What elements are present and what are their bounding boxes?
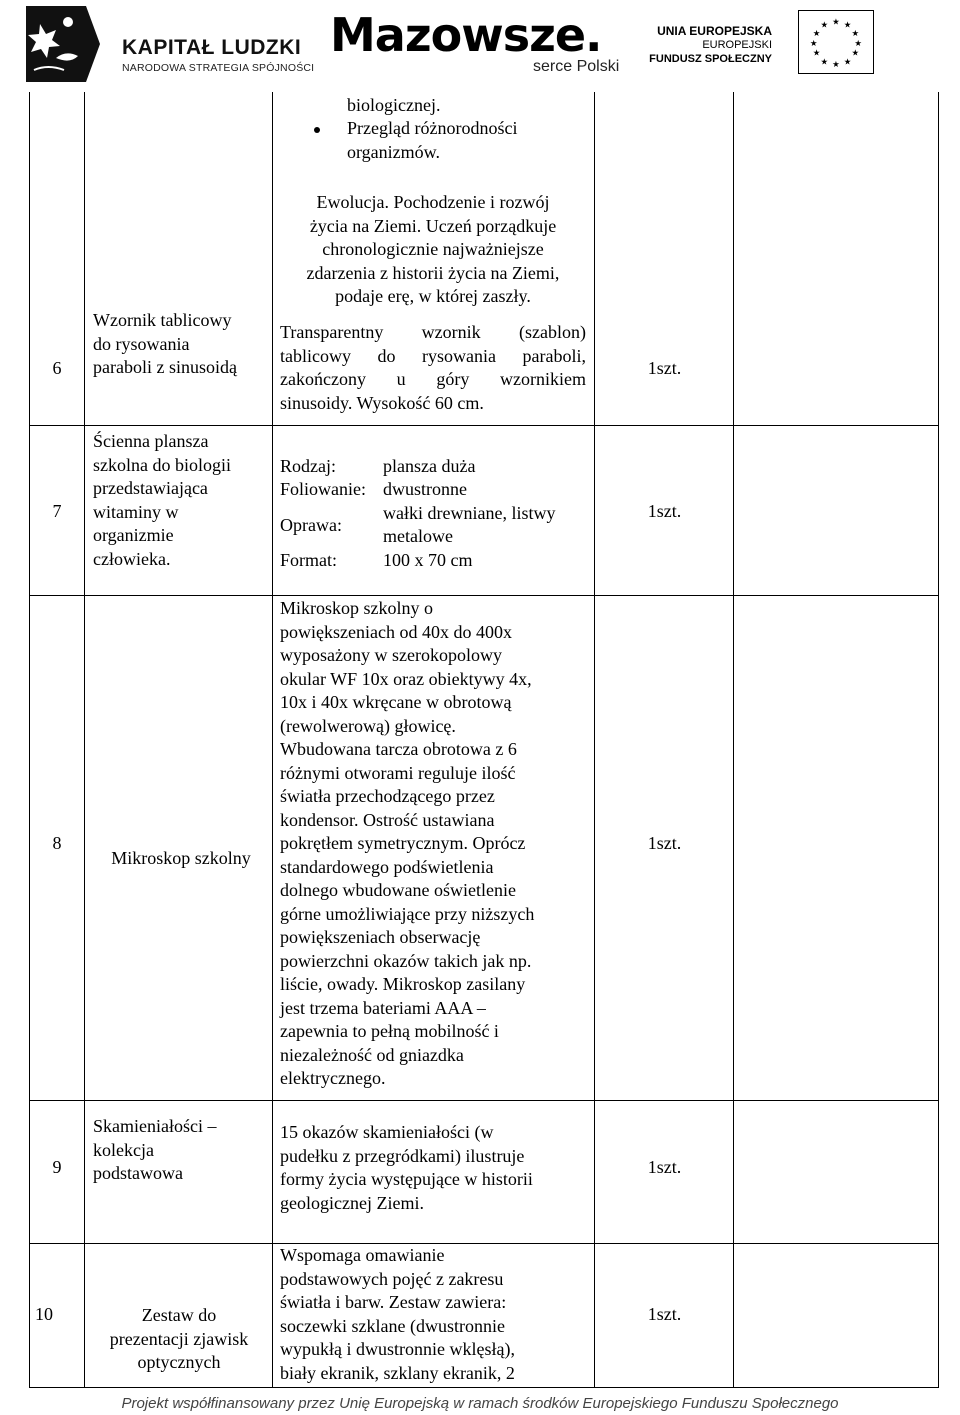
description-line: biały ekranik, szklany ekranik, 2 [280,1362,515,1383]
row-number: 7 [52,501,62,521]
mazowsze-wordmark: Mazowsze. [330,8,602,62]
item-description [280,597,590,1091]
description-line: różnymi otworami reguluje ilość [280,762,516,783]
bullet-item [347,117,587,164]
description-line: jest trzema bateriami AAA – [280,997,486,1018]
mazowsze-logo [330,8,630,86]
item-quantity: 1szt. [647,1157,682,1177]
description-line: podstawowych pojęć z zakresu [280,1268,504,1289]
item-name-line: kolekcja [93,1139,154,1160]
svg-text:★: ★ [832,59,840,70]
svg-text:★: ★ [851,47,860,58]
description-line: Wbudowana tarcza obrotowa z 6 [280,739,517,759]
spec-value: 100 x 70 cm [383,550,473,570]
svg-text:★: ★ [812,28,821,39]
description-line: wyposażony w szerokopolowy [280,645,502,665]
item-description [280,321,586,415]
spec-label: Rodzaj: [280,456,336,476]
description-line: niezależność od gniazdka [280,1044,464,1065]
description-line: powiększeniach od 40x do 400x [280,621,512,642]
item-name-line: paraboli z sinusoidą [93,357,237,377]
item-name-line: szkolna do biologii [93,454,231,475]
item-description [280,1121,590,1215]
evolution-paragraph [276,191,590,309]
description-line: sinusoidy. Wysokość 60 cm. [280,392,484,413]
item-name-line: Zestaw do [141,1305,217,1325]
spec-value: plansza duża [383,456,476,476]
spec-value: wałki drewniane, listwy [383,503,556,523]
item-name-line: Skamieniałości – [93,1116,217,1136]
description-line: górne umożliwiające przy niższych [280,903,535,924]
item-name [93,309,269,380]
svg-text:★: ★ [812,47,821,58]
item-quantity: 1szt. [647,833,682,853]
item-name-line: Mikroskop szkolny [111,848,251,868]
evolution-line: Ewolucja. Pochodzenie i rozwój [316,192,550,212]
svg-text:★: ★ [832,16,840,27]
description-line: Wspomaga omawianie [280,1245,445,1265]
item-name [93,1115,269,1186]
spec-label: Oprawa: [280,515,342,535]
kapital-ludzki-emblem-icon [26,6,100,82]
description-line: elektrycznego. [280,1068,386,1088]
row-number: 10 [35,1304,53,1324]
svg-text:★: ★ [843,56,852,67]
row-number: 8 [52,833,62,853]
description-line: tablicowy do rysowania paraboli, [280,345,586,366]
item-name-line: organizmie [93,525,174,545]
page-header [0,0,960,92]
description-line: światła przechodzącego przez [280,786,495,806]
bullet-line-1: Przegląd różnorodności [347,118,518,138]
svg-text:★: ★ [851,28,860,39]
description-line: 10x i 40x wkręcane w obrotową [280,692,512,712]
description-line: zapewnia to pełną mobilność i [280,1021,499,1041]
bullet-line-2: organizmów. [347,141,440,162]
item-name [86,1304,272,1375]
item-name-line: Wzornik tablicowy [93,310,232,330]
description-line: powiększeniach obserwację [280,927,481,947]
description-line: standardowego podświetlenia [280,856,494,877]
page-footer: Projekt współfinansowany przez Unię Europejską w ramach środków Europejskiego Funduszu Społecznego [121,1395,839,1412]
spec-value: metalowe [383,526,453,546]
svg-text:★: ★ [820,56,829,67]
evolution-line: życia na Ziemi. Uczeń porządkuje [309,215,557,236]
description-line: Mikroskop szkolny o [280,598,433,618]
description-line: powierzchni okazów takich jak np. [280,950,532,971]
eu-line1: UNIA EUROPEJSKA [657,24,772,38]
row-number: 9 [52,1157,62,1177]
description-line: pokrętłem symetrycznym. Oprócz [280,833,526,853]
kapital-ludzki-title: KAPITAŁ LUDZKI [122,36,302,59]
item-name-line: prezentacji zjawisk [109,1328,249,1349]
row-number: 6 [52,358,62,378]
mazowsze-tagline: serce Polski [533,58,620,75]
item-name-line: podstawowa [93,1163,183,1183]
eu-line2: EUROPEJSKI [702,39,772,51]
description-line: okular WF 10x oraz obiektywy 4x, [280,668,532,689]
eu-line3: FUNDUSZ SPOŁECZNY [649,53,772,65]
description-line: (rewolwerową) głowicę. [280,715,456,736]
item-quantity: 1szt. [647,1304,682,1324]
item-name-line: do rysowania [93,333,190,354]
item-quantity: 1szt. [647,358,682,378]
description-line: geologicznej Ziemi. [280,1192,424,1213]
svg-text:★: ★ [854,37,863,48]
item-quantity: 1szt. [647,501,682,521]
item-name-line: witaminy w [93,501,179,522]
spec-value: dwustronne [383,479,467,499]
svg-text:★: ★ [809,37,818,48]
description-line: zakończony u góry wzornikiem [280,369,586,389]
evolution-line: zdarzenia z historii życia na Ziemi, [306,262,560,283]
description-line: soczewki szklane (dwustronnie [280,1315,505,1336]
evolution-line: chronologicznie najważniejsze [322,239,544,259]
spec-label: Foliowanie: [280,479,366,499]
description-line: światła i barw. Zestaw zawiera: [280,1292,507,1312]
kapital-ludzki-subtitle: NARODOWA STRATEGIA SPÓJNOŚCI [122,62,315,74]
item-description [280,1244,590,1385]
spec-label: Format: [280,550,337,570]
svg-text:★: ★ [820,19,829,30]
description-line: kondensor. Ostrość ustawiana [280,809,495,830]
item-name-line: optycznych [137,1352,221,1372]
eu-logo [649,10,880,76]
eu-flag-icon [798,10,874,74]
kapital-ludzki-logo [26,6,315,86]
item-name-line: przedstawiająca [93,478,208,498]
continuation-line: biologicznej. [347,95,441,115]
description-line: 15 okazów skamieniałości (w [280,1122,494,1142]
item-name [93,430,269,571]
description-line: dolnego wbudowane oświetlenie [280,880,516,900]
description-line: formy życia występujące w historii [280,1169,533,1189]
evolution-line: podaje erę, w której zaszły. [335,286,531,306]
description-line: liście, owady. Mikroskop zasilany [280,974,526,994]
item-name-line: Ścienna plansza [93,431,209,451]
description-line: Transparentny wzornik (szablon) [280,322,586,342]
description-line: pudełku z przegródkami) ilustruje [280,1145,525,1166]
description-line: wypukłą i dwustronnie wklęsłą), [280,1339,515,1359]
item-name [93,847,269,871]
item-name-line: człowieka. [93,548,171,569]
svg-text:★: ★ [843,19,852,30]
